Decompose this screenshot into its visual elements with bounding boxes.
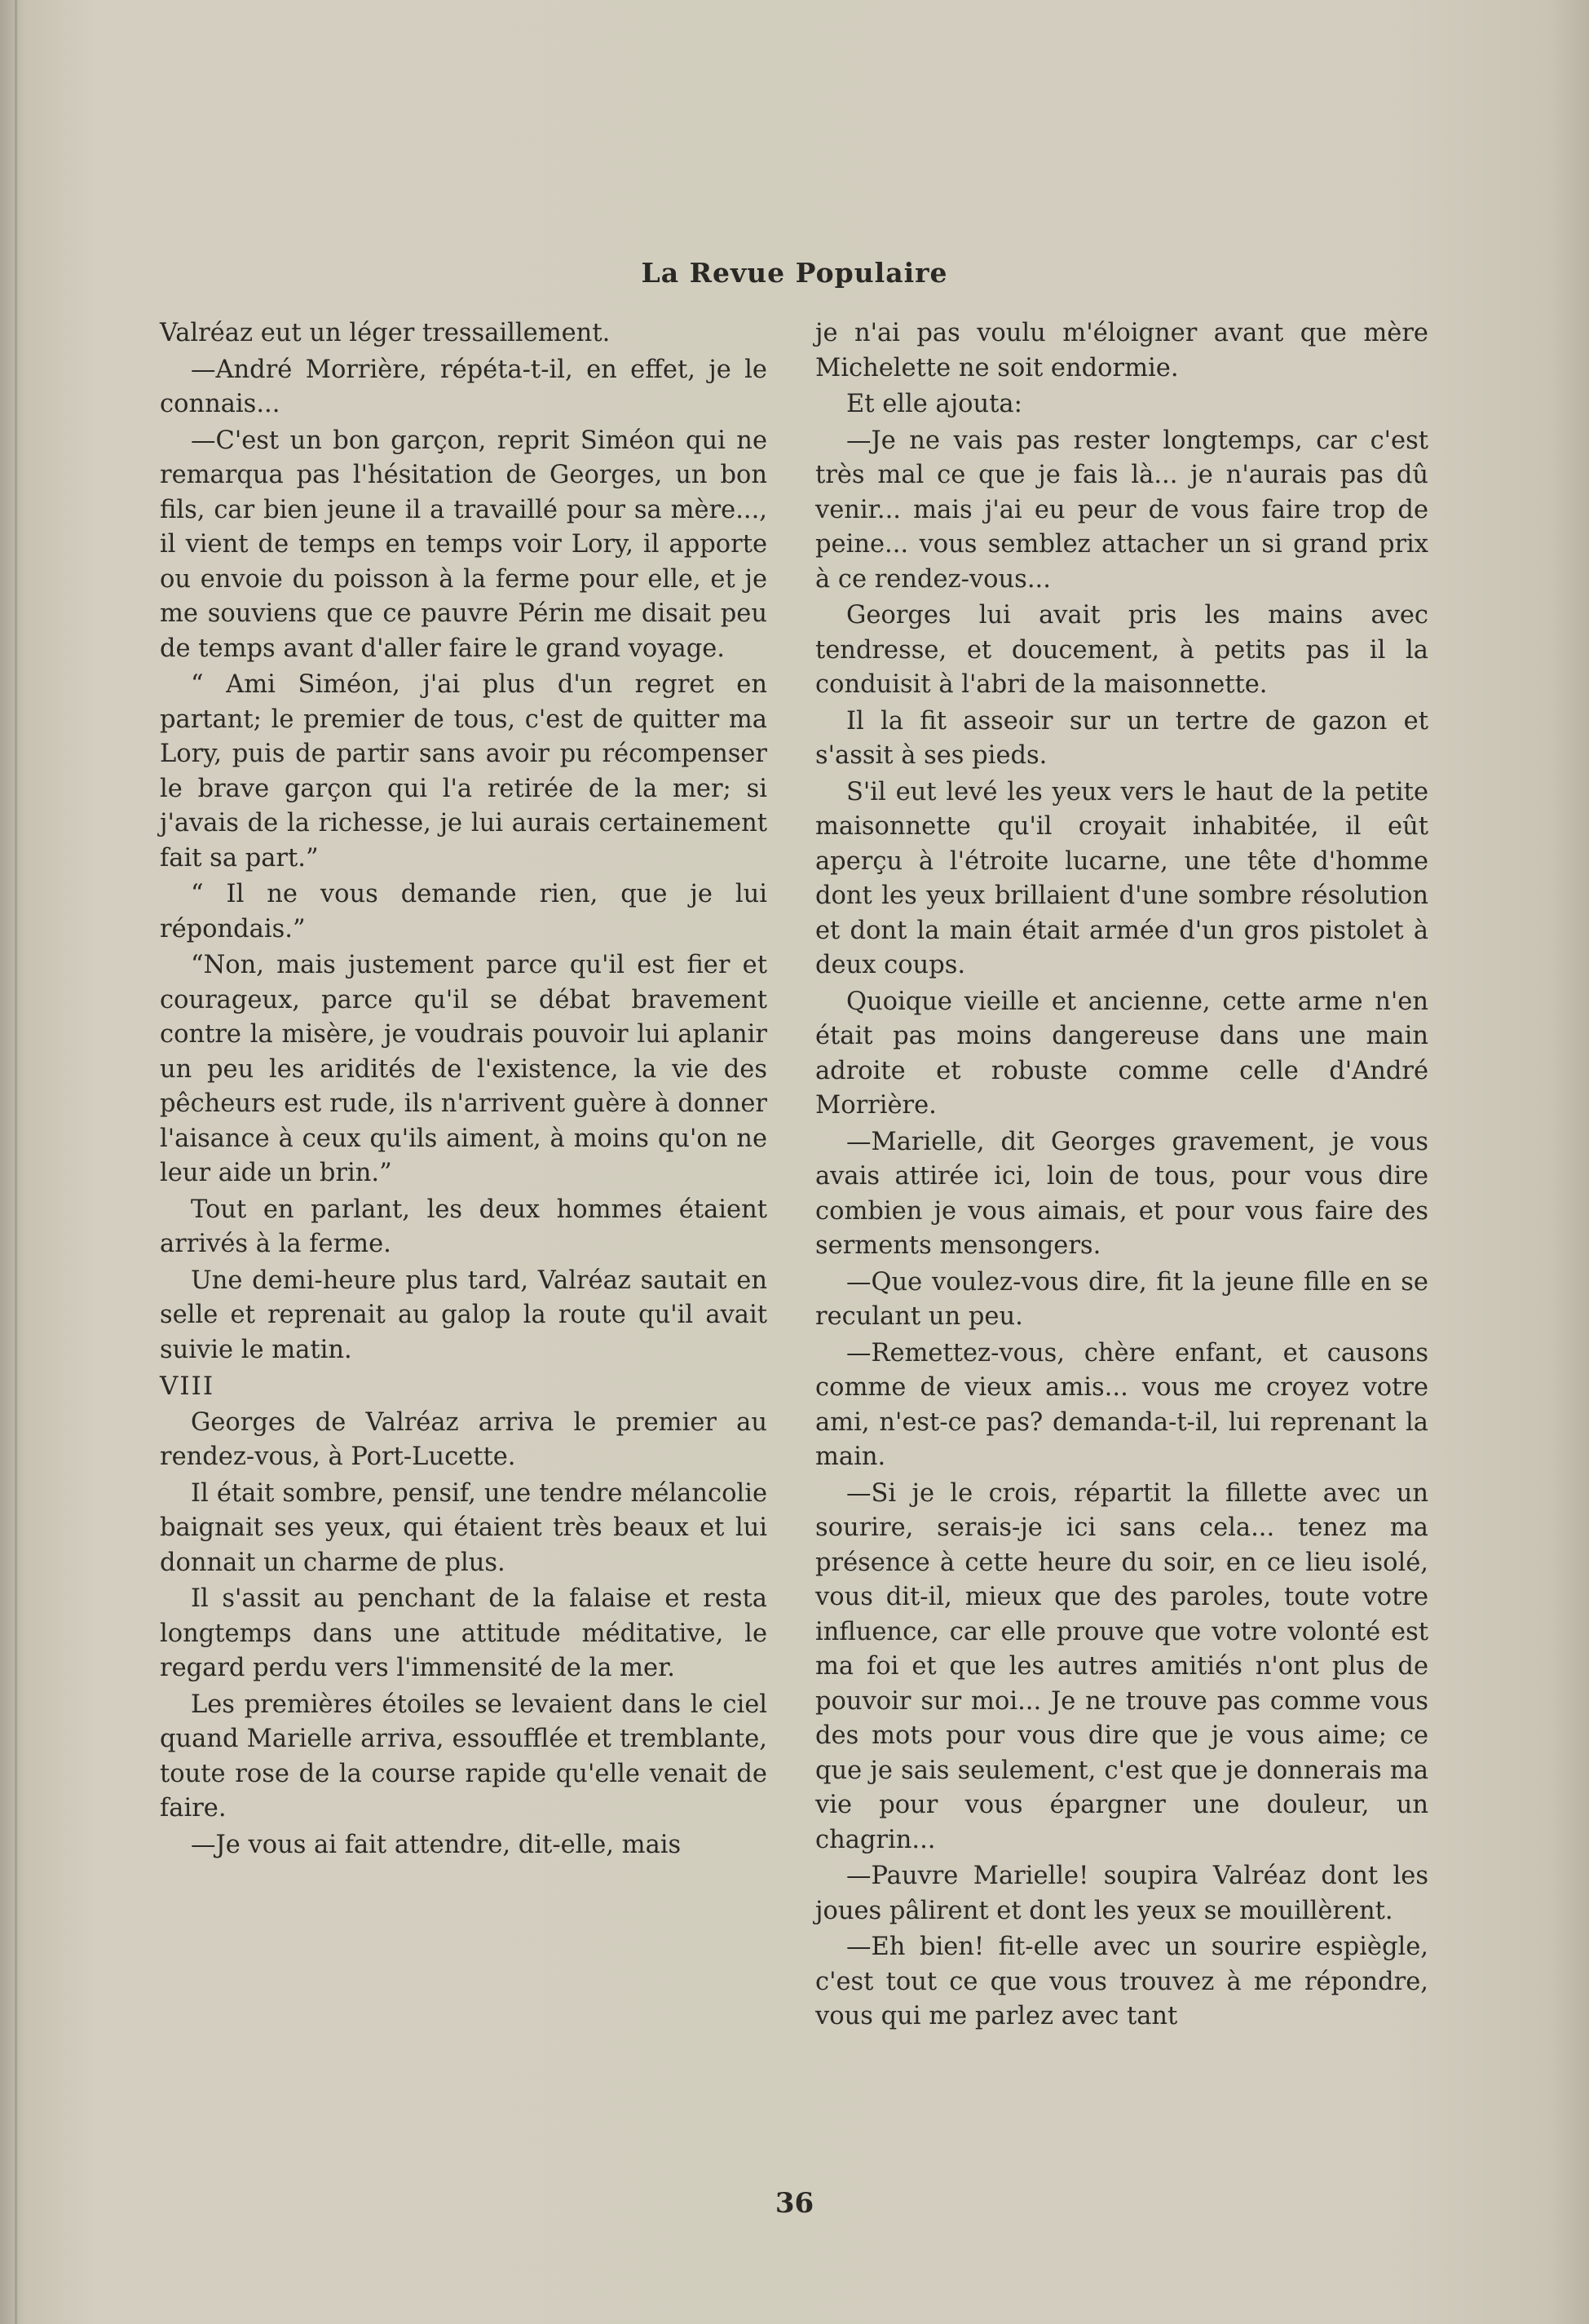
paragraph: —André Morrière, répéta-t-il, en effet, je le connais... — [160, 355, 767, 418]
paragraph: Et elle ajouta: — [846, 390, 1022, 418]
paragraph: —Je vous ai fait attendre, dit-elle, mais — [191, 1830, 682, 1859]
running-header: La Revue Populaire — [641, 257, 948, 289]
paragraph: —Remettez-vous, chère enfant, et causons comme de vieux amis... vous me croyez votre ami, n'est-ce pas? demanda-t-il, lui reprenant la main. — [815, 1338, 1428, 1471]
left-column — [160, 316, 767, 1864]
paragraph: Une demi-heure plus tard, Valréaz sautait en selle et reprenait au galop la route qu'il avait suivie le matin. — [160, 1266, 767, 1364]
paragraph: Georges de Valréaz arriva le premier au rendez-vous, à Port-Lucette. — [160, 1407, 767, 1471]
paragraph: Quoique vieille et ancienne, cette arme n'en était pas moins dangereuse dans une main adroite et robuste comme celle d'André Morrière. — [815, 987, 1428, 1120]
paragraph: —C'est un bon garçon, reprit Siméon qui ne remarqua pas l'hésitation de Georges, un bon fils, car bien jeune il a travaillé pour sa mère..., il vient de temps en temps voir Lory, il apporte ou envoie du poisson à la ferme pour elle, et je me souviens que ce pauvre Périn me disait peu de temps avant d'aller faire le grand voyage. — [160, 426, 767, 663]
paragraph: S'il eut levé les yeux vers le haut de la petite maisonnette qu'il croyait inhabitée, il eût aperçu à l'étroite lucarne, une tête d'homme dont les yeux brillaient d'une sombre résolution et dont la main était armée d'un gros pistolet à deux coups. — [815, 777, 1428, 979]
paragraph: Les premières étoiles se levaient dans le ciel quand Marielle arriva, essoufflée et tremblante, toute rose de la course rapide qu'elle venait de faire. — [160, 1690, 767, 1823]
paragraph: Valréaz eut un léger tressaillement. — [160, 319, 611, 347]
paragraph: —Que voulez-vous dire, fit la jeune fille en se reculant un peu. — [815, 1267, 1428, 1331]
chapter-heading: VIII — [160, 1372, 215, 1401]
paragraph: Il la fit asseoir sur un tertre de gazon et s'assit à ses pieds. — [815, 706, 1428, 770]
paragraph: “ Ami Siméon, j'ai plus d'un regret en partant; le premier de tous, c'est de quitter ma Lory, puis de partir sans avoir pu récompenser le brave garçon qui l'a retirée de la mer; si j'avais de la richesse, je lui aurais certainement fait sa part.” — [160, 670, 767, 873]
paragraph: —Si je le crois, répartit la fillette avec un sourire, serais-je ici sans cela... tenez ma présence à cette heure du soir, en ce lieu isolé, vous dit-il, mieux que des paroles, toute votre influence, car elle prouve que votre volonté est ma foi et que les autres amitiés n'ont plus de pouvoir sur moi... Je ne trouve pas comme vous des mots pour vous dire que je vous aime; ce que je sais seulement, c'est que je donnerais ma vie pour vous épargner une douleur, un chagrin... — [815, 1478, 1428, 1854]
right-column — [815, 316, 1428, 2036]
paragraph: —Eh bien! fit-elle avec un sourire espiègle, c'est tout ce que vous trouvez à me répondre, vous qui me parlez avec tant — [815, 1933, 1428, 2030]
paragraph: Georges lui avait pris les mains avec tendresse, et doucement, à petits pas il la conduisit à l'abri de la maisonnette. — [815, 601, 1428, 699]
paragraph: Il s'assit au penchant de la falaise et resta longtemps dans une attitude méditative, le regard perdu vers l'immensité de la mer. — [160, 1584, 767, 1682]
paragraph: Il était sombre, pensif, une tendre mélancolie baignait ses yeux, qui étaient très beaux et lui donnait un charme de plus. — [160, 1478, 767, 1577]
paragraph: je n'ai pas voulu m'éloigner avant que mère Michelette ne soit endormie. — [815, 319, 1428, 382]
paragraph: “ Il ne vous demande rien, que je lui répondais.” — [160, 880, 767, 943]
binding-edge — [15, 0, 17, 2324]
page-number: 36 — [775, 2187, 814, 2220]
paragraph: —Pauvre Marielle! soupira Valréaz dont les joues pâlirent et dont les yeux se mouillèrent. — [815, 1862, 1428, 1925]
paragraph: —Marielle, dit Georges gravement, je vous avais attirée ici, loin de tous, pour vous dire combien je vous aimais, et pour vous faire des serments mensongers. — [815, 1127, 1428, 1260]
paragraph: Tout en parlant, les deux hommes étaient arrivés à la ferme. — [160, 1195, 767, 1258]
paragraph: —Je ne vais pas rester longtemps, car c'est très mal ce que je fais là... je n'aurais pas dû venir... mais j'ai eu peur de vous faire trop de peine... vous semblez attacher un si grand prix à ce rendez-vous... — [815, 426, 1428, 594]
paragraph: “Non, mais justement parce qu'il est fier et courageux, parce qu'il se débat bravement contre la misère, je voudrais pouvoir lui aplanir un peu les aridités de l'existence, la vie des pêcheurs est rude, ils n'arrivent guère à donner l'aisance à ceux qu'ils aiment, à moins qu'on ne leur aide un brin.” — [160, 951, 767, 1187]
